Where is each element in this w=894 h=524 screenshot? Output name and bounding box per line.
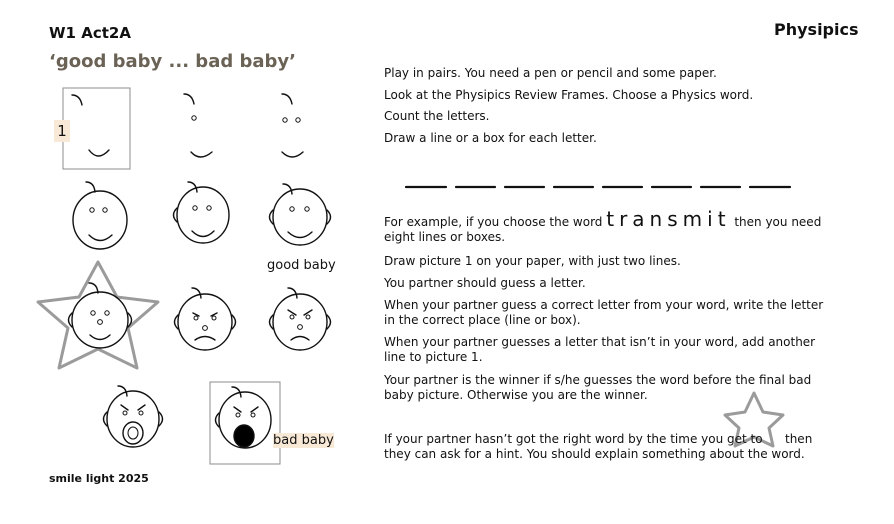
baby-frame-1	[63, 88, 130, 169]
activity-code: W1 Act2A	[49, 24, 131, 42]
instruction-example	[384, 207, 826, 245]
page-title: ‘good baby ... bad baby’	[49, 51, 296, 72]
frame-number-label: 1	[54, 120, 70, 142]
baby-frame-3	[282, 94, 303, 157]
instruction-guess: You partner should guess a letter.	[384, 276, 586, 290]
instruction-hint-then: then	[785, 432, 813, 446]
baby-frame-5	[174, 182, 230, 243]
good-baby-label: good baby	[267, 258, 336, 273]
instruction-wrong: When your partner guesses a letter that isn’t in your word, add another line to picture 1.	[384, 335, 816, 364]
instruction-pairs: Play in pairs. You need a pen or pencil and some paper.	[384, 66, 717, 80]
baby-frame-2	[184, 94, 212, 157]
baby-frame-7	[69, 283, 132, 348]
star-outline-large	[38, 262, 158, 368]
instruction-hint-start: If your partner hasn’t got the right word by the time you get to	[384, 432, 763, 446]
baby-frame-10	[104, 386, 163, 447]
footer-credit: smile light 2025	[49, 472, 149, 485]
instruction-winner: Your partner is the winner if s/he guesses the word before the final bad baby picture. Otherwise you are the winner.	[384, 373, 812, 402]
baby-frame-4	[73, 182, 127, 249]
instruction-correct: When your partner guess a correct letter from your word, write the letter in the correct place (line or box).	[384, 298, 824, 327]
example-word: transmit	[606, 207, 731, 231]
instruction-picture1: Draw picture 1 on your paper, with just two lines.	[384, 254, 681, 268]
baby-frame-8	[175, 288, 236, 350]
instruction-hint-end: they can ask for a hint. You should explain something about the word.	[384, 447, 805, 461]
example-text-before: For example, if you choose the word	[384, 215, 607, 229]
instruction-draw-line: Draw a line or a box for each letter.	[384, 131, 597, 145]
baby-frame-11	[210, 382, 280, 464]
instruction-count: Count the letters.	[384, 109, 490, 123]
bad-baby-label: bad baby	[273, 433, 334, 448]
example-text-after: then you need eight lines or boxes.	[384, 215, 822, 244]
baby-frame-9	[270, 288, 331, 350]
baby-frame-6	[270, 184, 331, 245]
instruction-frames: Look at the Physipics Review Frames. Choose a Physics word.	[384, 88, 754, 102]
brand-name: Physipics	[774, 20, 859, 39]
